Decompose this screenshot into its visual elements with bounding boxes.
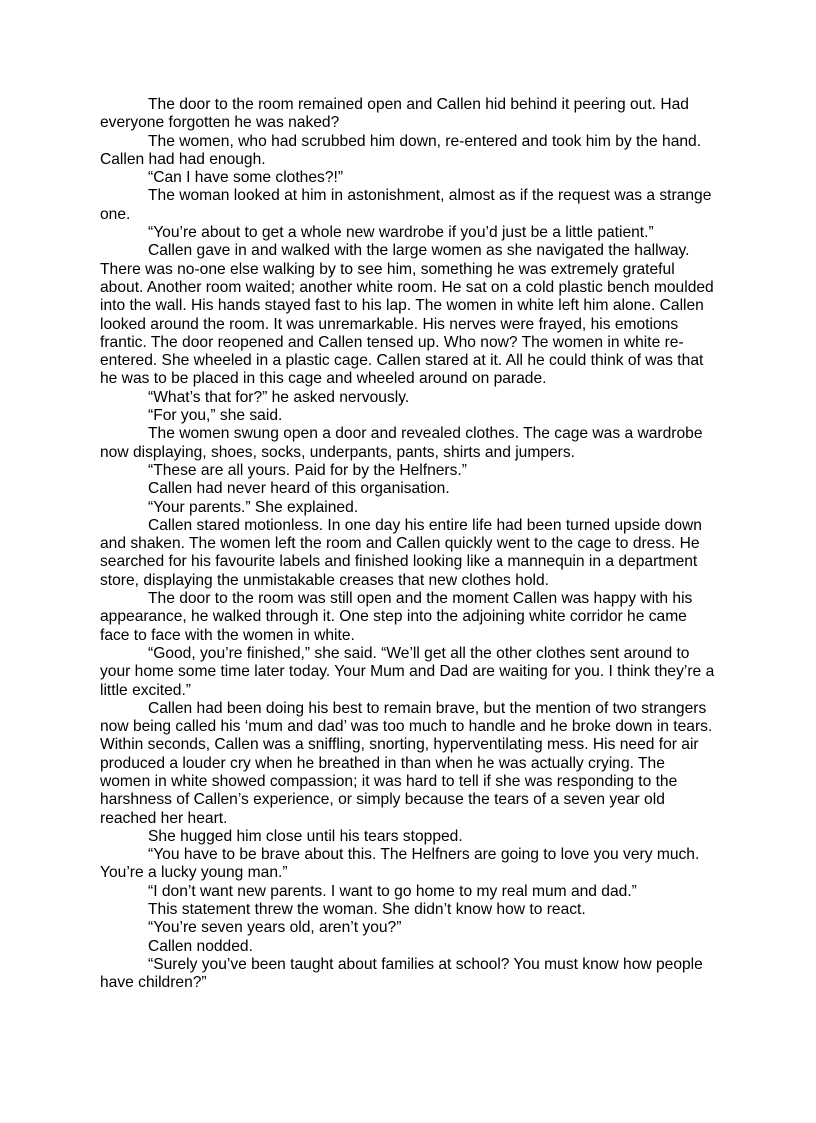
paragraph: The women, who had scrubbed him down, re-entered and took him by the hand. Callen had had enough. [100,132,702,168]
paragraph: “Your parents.” She explained. [148,498,359,516]
paragraph: Callen had been doing his best to remain brave, but the mention of two strangers now being called his ‘mum and dad’ was too much to handle and he broke down in tears. Within seconds, Callen was a sniffling, snorting, hyperventilating mess. His need for air produced a louder cry when he breathed in than when he was actually crying. The women in white showed compassion; it was hard to tell if she was responding to the harshness of Callen’s experience, or simply because the tears of a seven year old reached her heart. [100,699,713,827]
paragraph: Callen had never heard of this organisation. [148,480,450,498]
paragraph: “You’re about to get a whole new wardrobe if you’d just be a little patient.” [148,224,654,242]
paragraph: “Surely you’ve been taught about families at school? You must know how people have children?” [100,955,703,992]
paragraph: “I don’t want new parents. I want to go home to my real mum and dad.” [148,882,637,900]
paragraph: “You have to be brave about this. The Helfners are going to love you very much. You’re a lucky young man.” [100,846,700,882]
paragraph: The door to the room was still open and the moment Callen was happy with his appearance, he walked through it. One step into the adjoining white corridor he came face to face with the women in white. [100,590,693,644]
paragraph: Callen stared motionless. In one day his entire life had been turned upside down and shaken. The women left the room and Callen quickly went to the cage to dress. He searched for his favourite labels and finished looking like a mannequin in a department store, displaying the unmistakable creases that new clothes hold. [100,516,702,589]
paragraph: “What’s that for?” he asked nervously. [148,388,410,406]
paragraph: “For you,” she said. [148,407,283,425]
paragraph: She hugged him close until his tears stopped. [148,827,463,845]
paragraph: This statement threw the woman. She didn’t know how to react. [148,901,586,919]
paragraph: Callen gave in and walked with the large women as she navigated the hallway. There was no-one else walking by to see him, something he was extremely grateful about. Another room waited; another white room. He sat on a cold plastic bench moulded into the wall. His hands stayed fast to his lap. The women in white left him alone. Callen looked around the room. It was unremarkable. His nerves were frayed, his emotions frantic. The door reopened and Callen tensed up. Who now? The women in white re-entered. She wheeled in a plastic cage. Callen stared at it. All he could think of was that he was to be placed in this cage and wheeled around on parade. [100,242,714,388]
document-page [100,96,718,993]
paragraph: The door to the room remained open and Callen hid behind it peering out. Had everyone forgotten he was naked? [100,96,689,132]
paragraph: “You’re seven years old, aren’t you?” [148,919,402,937]
paragraph: “Good, you’re finished,” she said. “We’ll get all the other clothes sent around to your home some time later today. Your Mum and Dad are waiting for you. I think they’re a little excited.” [100,644,715,699]
paragraph: The woman looked at him in astonishment, almost as if the request was a strange one. [100,187,712,223]
paragraph: The women swung open a door and revealed clothes. The cage was a wardrobe now displaying, shoes, socks, underpants, pants, shirts and jumpers. [100,425,703,461]
paragraph: “Can I have some clothes?!” [148,169,344,187]
paragraph: Callen nodded. [148,937,253,955]
paragraph: “These are all yours. Paid for by the Helfners.” [148,461,467,479]
